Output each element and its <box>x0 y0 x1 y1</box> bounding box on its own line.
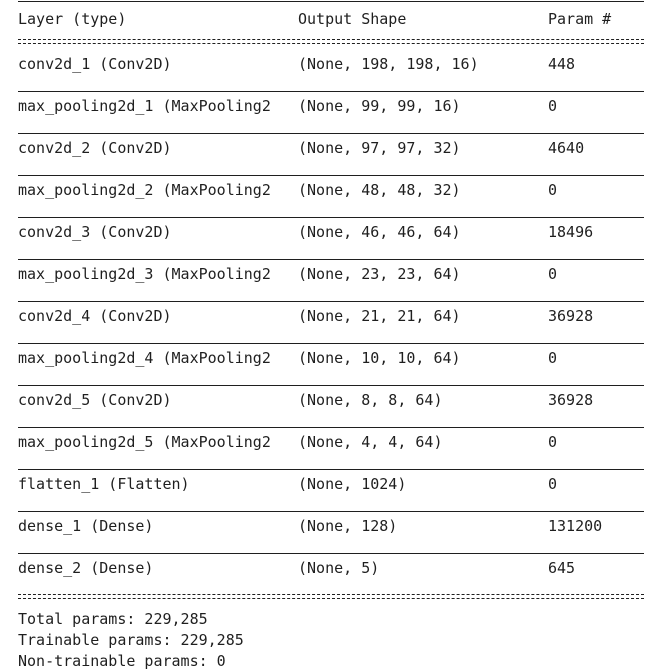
row-rule <box>18 75 644 96</box>
layer-name: conv2d_4 (Conv2D) <box>18 307 172 325</box>
output-shape: (None, 99, 99, 16) <box>298 97 461 115</box>
table-row <box>18 264 644 285</box>
table-row <box>18 180 644 201</box>
output-shape: (None, 97, 97, 32) <box>298 139 461 157</box>
output-shape: (None, 1024) <box>298 475 407 493</box>
row-rule <box>18 117 644 138</box>
output-shape: (None, 23, 23, 64) <box>298 265 461 283</box>
table-row <box>18 306 644 327</box>
layer-name: conv2d_5 (Conv2D) <box>18 391 172 409</box>
header-param: Param # <box>548 10 612 28</box>
param-count: 36928 <box>548 391 594 409</box>
totals <box>18 609 644 672</box>
table-row <box>18 348 644 369</box>
table-row <box>18 558 644 579</box>
param-count: 18496 <box>548 223 594 241</box>
table-row <box>18 516 644 537</box>
layer-name: conv2d_1 (Conv2D) <box>18 55 172 73</box>
non-trainable-params: Non-trainable params: 0 <box>18 652 226 670</box>
layer-name: max_pooling2d_4 (MaxPooling2 <box>18 349 271 367</box>
param-count: 0 <box>548 265 558 283</box>
param-count: 0 <box>548 97 558 115</box>
header-double-rule <box>18 38 644 46</box>
row-rule <box>18 159 644 180</box>
output-shape: (None, 5) <box>298 559 380 577</box>
param-count: 131200 <box>548 517 603 535</box>
output-shape: (None, 48, 48, 32) <box>298 181 461 199</box>
header-layer: Layer (type) <box>18 10 127 28</box>
row-rule <box>18 327 644 348</box>
header-output-shape: Output Shape <box>298 10 407 28</box>
row-rule <box>18 201 644 222</box>
output-shape: (None, 8, 8, 64) <box>298 391 443 409</box>
output-shape: (None, 10, 10, 64) <box>298 349 461 367</box>
layer-name: dense_1 (Dense) <box>18 517 154 535</box>
row-rule <box>18 243 644 264</box>
layer-name: flatten_1 (Flatten) <box>18 475 190 493</box>
param-count: 0 <box>548 181 558 199</box>
table-row <box>18 54 644 75</box>
layer-name: max_pooling2d_1 (MaxPooling2 <box>18 97 271 115</box>
param-count: 448 <box>548 55 576 73</box>
table-row <box>18 222 644 243</box>
output-shape: (None, 198, 198, 16) <box>298 55 479 73</box>
row-rule <box>18 285 644 306</box>
trainable-params: Trainable params: 229,285 <box>18 631 244 649</box>
header-row <box>18 6 644 32</box>
param-count: 645 <box>548 559 576 577</box>
layer-name: conv2d_3 (Conv2D) <box>18 223 172 241</box>
param-count: 0 <box>548 475 558 493</box>
footer-double-rule <box>18 593 644 601</box>
total-params: Total params: 229,285 <box>18 610 208 628</box>
output-shape: (None, 128) <box>298 517 398 535</box>
layer-name: max_pooling2d_5 (MaxPooling2 <box>18 433 271 451</box>
table-row <box>18 432 644 453</box>
row-rule <box>18 411 644 432</box>
param-count: 36928 <box>548 307 594 325</box>
row-rule <box>18 453 644 474</box>
row-rule <box>18 369 644 390</box>
row-rule <box>18 495 644 516</box>
param-count: 4640 <box>548 139 585 157</box>
output-shape: (None, 46, 46, 64) <box>298 223 461 241</box>
table-row <box>18 138 644 159</box>
param-count: 0 <box>548 433 558 451</box>
output-shape: (None, 21, 21, 64) <box>298 307 461 325</box>
row-rule <box>18 579 644 593</box>
layer-name: max_pooling2d_3 (MaxPooling2 <box>18 265 271 283</box>
param-count: 0 <box>548 349 558 367</box>
layer-name: max_pooling2d_2 (MaxPooling2 <box>18 181 271 199</box>
table-row <box>18 390 644 411</box>
layer-name: conv2d_2 (Conv2D) <box>18 139 172 157</box>
table-row <box>18 474 644 495</box>
output-shape: (None, 4, 4, 64) <box>298 433 443 451</box>
layer-rows <box>18 54 644 593</box>
model-summary <box>18 0 644 672</box>
layer-name: dense_2 (Dense) <box>18 559 154 577</box>
table-row <box>18 96 644 117</box>
row-rule <box>18 537 644 558</box>
